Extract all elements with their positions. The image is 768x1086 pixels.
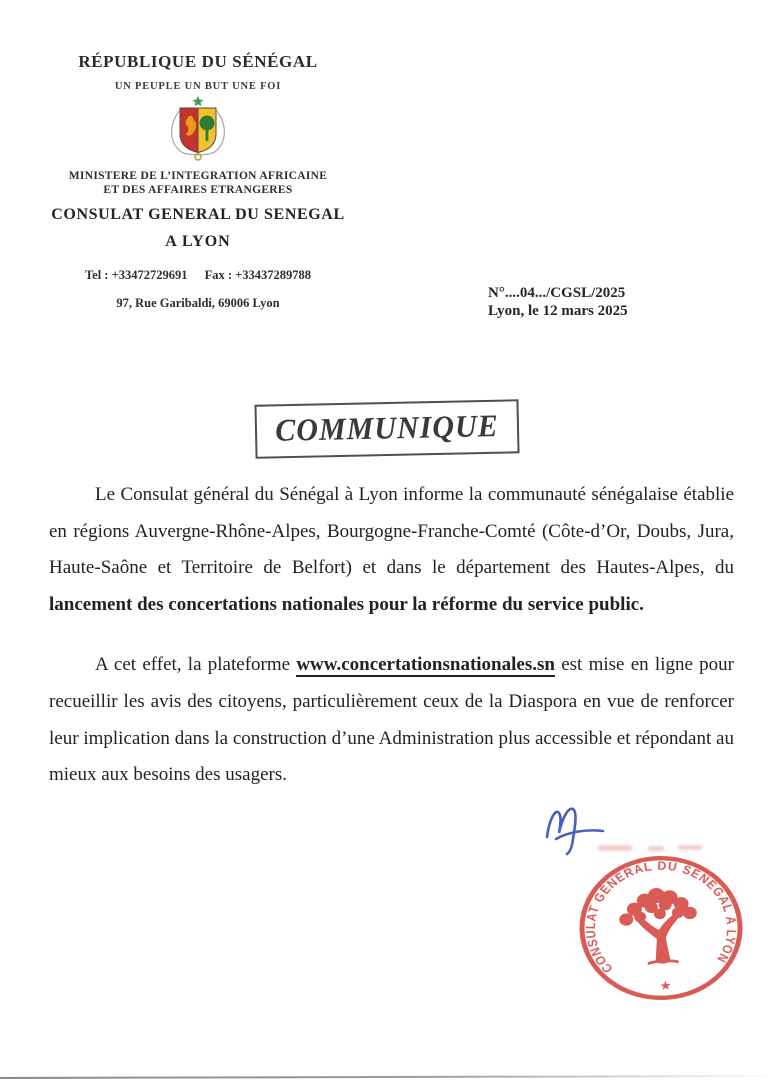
national-motto: UN PEUPLE UN BUT UNE FOI	[114, 81, 282, 92]
scan-artifact-line	[0, 1075, 768, 1079]
contact-address: 97, Rue Garibaldi, 69006 Lyon	[116, 296, 280, 310]
consulate-name: CONSULAT GENERAL DU SENEGAL	[51, 206, 345, 223]
text-segment: A cet effet, la plateforme	[95, 654, 297, 676]
stamp-star-icon: ★	[658, 978, 673, 993]
republic-title: RÉPUBLIQUE DU SÉNÉGAL	[78, 52, 318, 71]
tel-number: Tel : +33472729691	[84, 268, 188, 282]
stamp-smudge	[648, 846, 664, 851]
coat-of-arms	[20, 95, 376, 161]
consulate-city: A LYON	[165, 233, 231, 250]
text-segment: Le Consulat général du Sénégal à Lyon informe la communauté sénégalaise établie en régions Auvergne-Rhône-Alpes, Bourgogne-Franche-Comté (Côte-d’Or, Doubs, Jura, Haute-Saône et Territoire de Belfort) et dans le département des Hautes-Alpes, du	[49, 484, 734, 579]
green-star-icon	[193, 96, 204, 106]
fax-number: Fax : +33437289788	[204, 268, 312, 282]
place-and-date: Lyon, le 12 mars 2025	[488, 303, 628, 319]
reference-number: N°....04.../CGSL/2025	[488, 285, 626, 301]
communique-title-box	[254, 399, 519, 459]
contact-tel-fax	[20, 268, 376, 283]
stamp-baobab-icon	[617, 886, 701, 967]
stamp-text: CONSULAT GÉNÉRAL DU SÉNÉGAL À LYON	[582, 858, 740, 976]
stamp-smudge	[678, 845, 702, 850]
text-segment: est mise en ligne pour recueillir les avis des citoyens, particulièrement ceux de la Diaspora en vue de renforcer leur implication dans la construction d’une Administration plus accessible et répondant au mieux aux besoins des usagers.	[49, 654, 734, 786]
paragraph-2	[49, 647, 734, 793]
senegal-coat-of-arms-icon	[166, 95, 230, 161]
ministry-name: MINISTERE DE L’INTEGRATION AFRICAINE ET DES AFFAIRES ETRANGERES	[68, 170, 328, 196]
body-paragraphs	[49, 477, 734, 818]
consular-stamp	[575, 852, 747, 1004]
reference-block	[488, 284, 708, 320]
letterhead	[20, 52, 376, 311]
platform-url: www.concertationsnationales.sn	[296, 654, 555, 676]
stamp-smudge	[598, 845, 632, 851]
text-segment: lancement des concertations nationales pour la réforme du service public.	[49, 593, 644, 615]
communique-title: COMMUNIQUE	[274, 408, 500, 449]
paragraph-1	[49, 477, 734, 623]
